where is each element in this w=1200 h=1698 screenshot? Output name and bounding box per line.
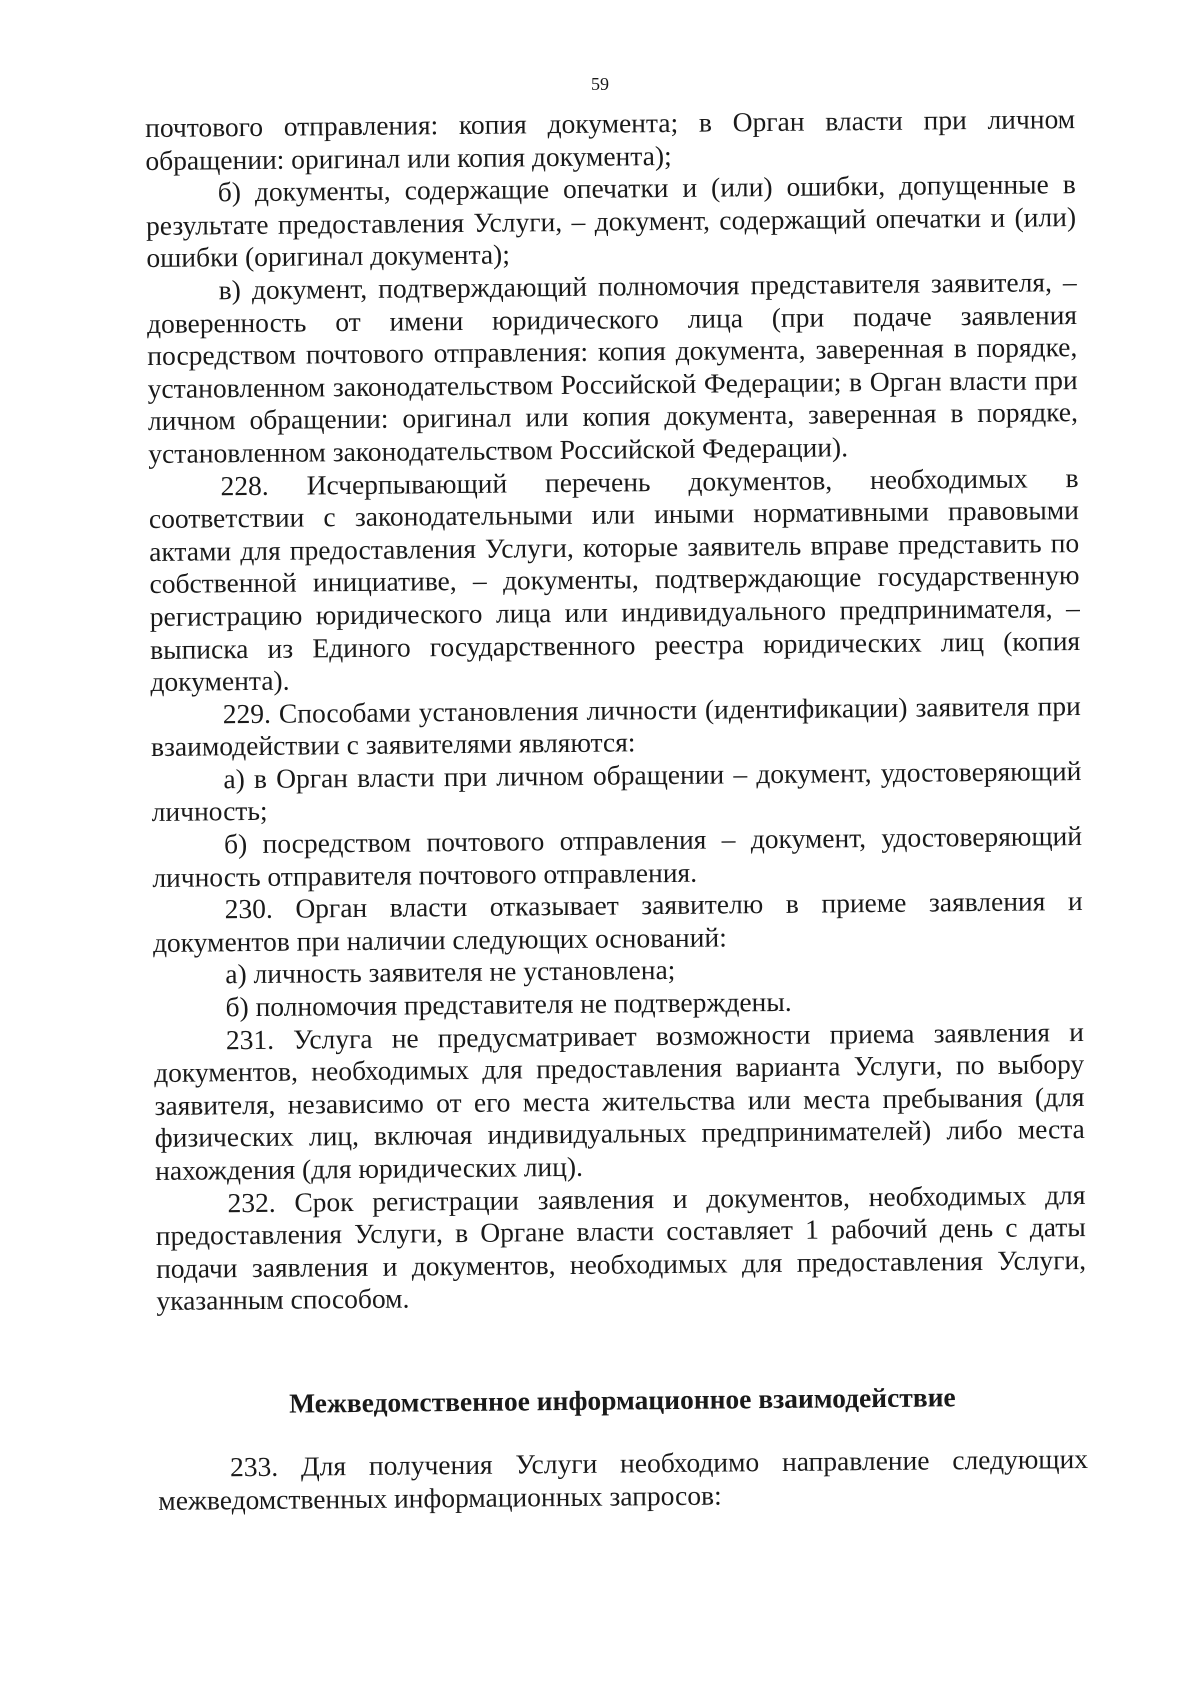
paragraph-item-v-authority: в) документ, подтверждающий полномочия представителя заявителя, – доверенность от имени юридического лица (при подаче заявления посредством почтового отправления: копия документа, заверенная в порядке, установленном законодательством Российской Федерации; в Орган власти при личном обращении: оригинал или копия документа, заверенная в порядке, установленном законодательством Российской Федерации). — [146, 266, 1079, 469]
paragraph-232: 232. Срок регистрации заявления и документов, необходимых для предоставления Услуги, в Органе власти составляет 1 рабочий день с даты подачи заявления и документов, необходимых для предоставления Услуги, указанным способом. — [155, 1178, 1087, 1317]
paragraph-continuation: почтового отправления: копия документа; в Орган власти при личном обращении: оригинал или копия документа); — [145, 103, 1076, 176]
paragraph-230: 230. Орган власти отказывает заявителю в приеме заявления и документов при наличии следующих оснований: — [152, 885, 1083, 958]
section-heading: Межведомственное информационное взаимодействие — [288, 1381, 956, 1419]
document-body — [145, 103, 1088, 1517]
paragraph-230-a: а) личность заявителя не установлена; — [225, 954, 676, 990]
page-number: 59 — [591, 74, 609, 94]
paragraph-item-b-errors: б) документы, содержащие опечатки и (или) ошибки, допущенные в результате предоставления Услуги, – документ, содержащий опечатки и (или) ошибки (оригинал документа); — [145, 168, 1077, 274]
paragraph-230-b: б) полномочия представителя не подтверждены. — [225, 985, 792, 1023]
paragraph-228: 228. Исчерпывающий перечень документов, необходимых в соответствии с законодательными или иными нормативными правовыми актами для предоставления Услуги, которые заявитель вправе представить по собственной инициативе, – документы, подтверждающие государственную регистрацию юридического лица или индивидуального предпринимателя, – выписка из Единого государственного реестра юридических лиц (копия документа). — [148, 461, 1081, 698]
paragraph-229-a: а) в Орган власти при личном обращении – документ, удостоверяющий личность; — [151, 754, 1082, 828]
paragraph-231: 231. Услуга не предусматривает возможности приема заявления и документов, необходимых для предоставления варианта Услуги, по выбору заявителя, независимо от его места жительства или места пребывания (для физических лиц, включая индивидуальных предпринимателей) либо места нахождения (для юридических лиц). — [154, 1015, 1085, 1186]
paragraph-229: 229. Способами установления личности (идентификации) заявителя при взаимодействии с заявителями являются: — [150, 689, 1081, 763]
paragraph-229-b: б) посредством почтового отправления – документ, удостоверяющий личность отправителя почтового отправления. — [152, 820, 1083, 893]
paragraph-233: 233. Для получения Услуги необходимо направление следующих межведомственных информационных запросов: — [158, 1442, 1089, 1516]
